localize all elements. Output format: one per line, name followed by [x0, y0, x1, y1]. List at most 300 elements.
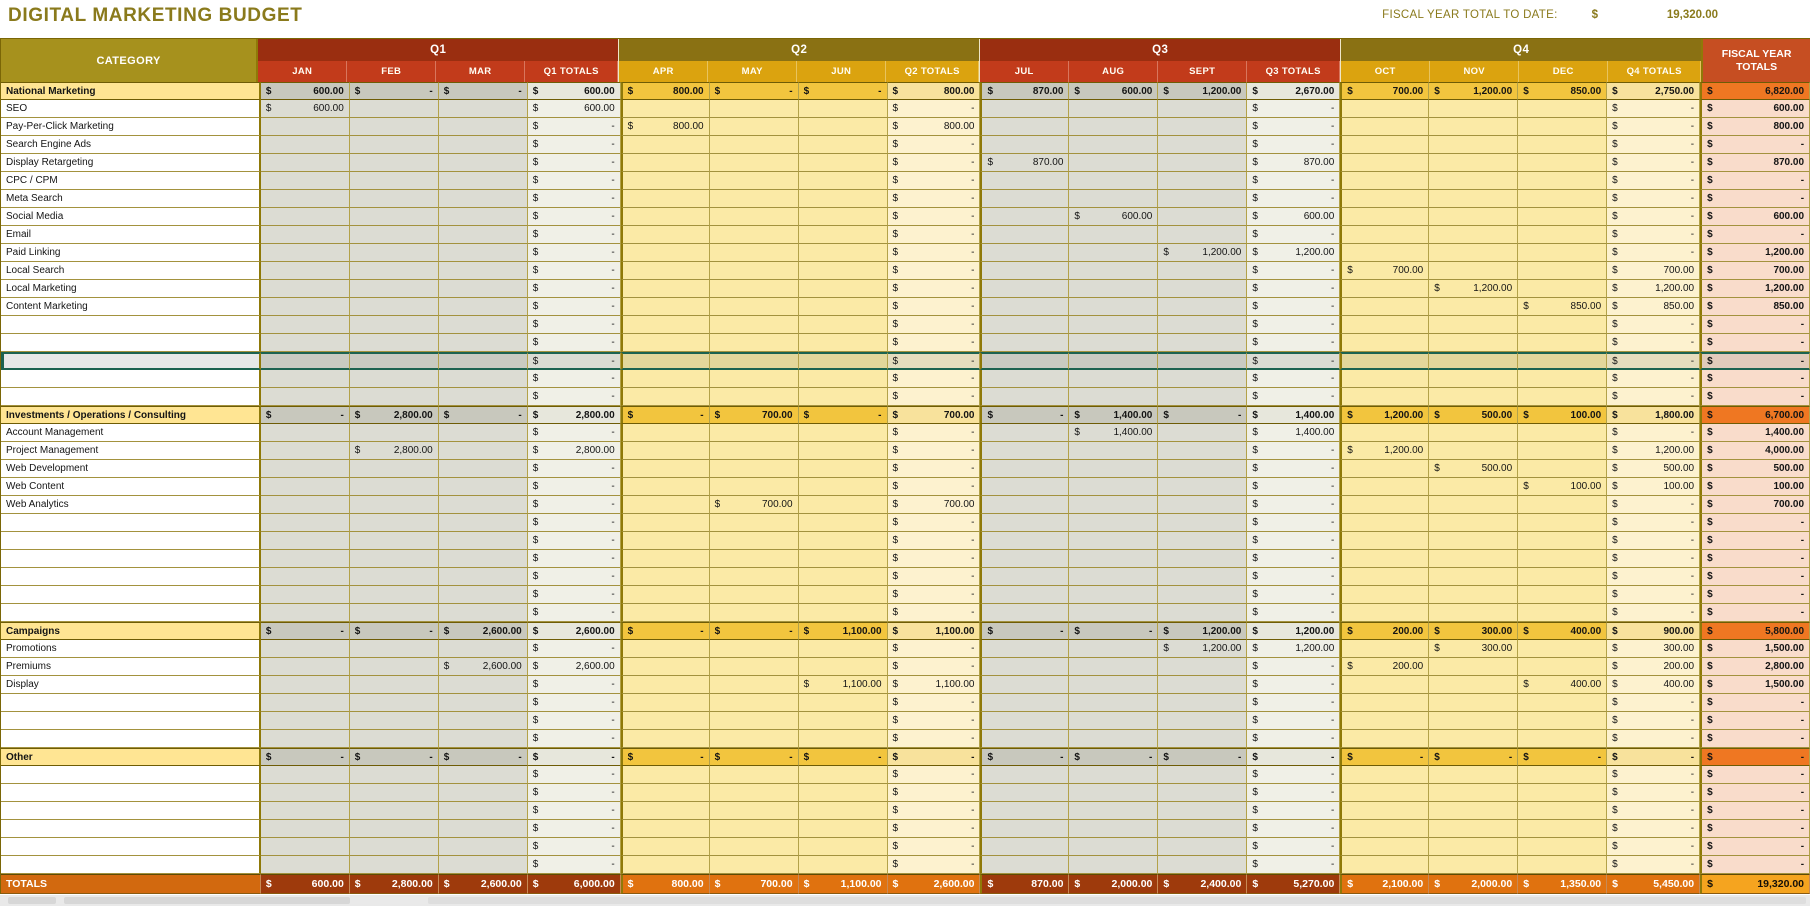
cell-jul[interactable] — [980, 784, 1069, 802]
cell-q2-totals[interactable]: $ 800.00 — [888, 118, 981, 136]
cell-aug[interactable] — [1069, 730, 1158, 748]
cell-dec[interactable] — [1518, 532, 1607, 550]
cell-q3-totals[interactable]: $ - — [1247, 586, 1340, 604]
cell-dec[interactable]: $ 100.00 — [1518, 406, 1607, 424]
cell-q3-totals[interactable]: $ 1,400.00 — [1247, 406, 1340, 424]
cell-apr[interactable] — [621, 802, 710, 820]
cell-q3-totals[interactable]: $ - — [1247, 820, 1340, 838]
cell-dec[interactable] — [1518, 172, 1607, 190]
cell-jun[interactable] — [799, 298, 888, 316]
scrollbar-fragment[interactable] — [64, 897, 350, 904]
cell-q2-totals[interactable]: $ - — [888, 208, 981, 226]
cell-oct[interactable] — [1340, 640, 1429, 658]
cell-jul[interactable] — [980, 802, 1069, 820]
cell-may[interactable] — [710, 334, 799, 352]
cell-dec[interactable] — [1518, 442, 1607, 460]
cell-q3-totals[interactable]: $ - — [1247, 838, 1340, 856]
cell-q3-totals[interactable]: $ 1,200.00 — [1247, 640, 1340, 658]
cell-aug[interactable] — [1069, 766, 1158, 784]
cell-dec[interactable]: $ 400.00 — [1518, 622, 1607, 640]
cell-jun[interactable] — [799, 568, 888, 586]
cell-dec[interactable] — [1518, 316, 1607, 334]
cell-apr[interactable] — [621, 730, 710, 748]
cell-feb[interactable] — [350, 154, 439, 172]
cell-category[interactable]: SEO — [1, 100, 261, 118]
cell-nov[interactable] — [1429, 100, 1518, 118]
column-header-jul[interactable]: JUL — [980, 61, 1069, 82]
cell-may[interactable] — [710, 676, 799, 694]
cell-aug[interactable] — [1069, 838, 1158, 856]
cell-q2-totals[interactable]: $ - — [888, 388, 981, 406]
cell-q1-totals[interactable]: $ - — [528, 640, 621, 658]
cell-oct[interactable] — [1340, 730, 1429, 748]
cell-q1-totals[interactable]: $ - — [528, 748, 621, 766]
cell-feb[interactable] — [350, 136, 439, 154]
column-header-jun[interactable]: JUN — [797, 61, 886, 82]
cell-category[interactable]: TOTALS — [1, 874, 261, 894]
cell-may[interactable] — [710, 514, 799, 532]
cell-nov[interactable] — [1429, 316, 1518, 334]
cell-sept[interactable] — [1158, 586, 1247, 604]
cell-category[interactable]: Paid Linking — [1, 244, 261, 262]
cell-sept[interactable] — [1158, 370, 1247, 388]
cell-oct[interactable] — [1340, 766, 1429, 784]
cell-jan[interactable]: $ 600.00 — [261, 874, 350, 894]
cell-dec[interactable] — [1518, 766, 1607, 784]
cell-oct[interactable]: $ 700.00 — [1340, 82, 1429, 100]
cell-oct[interactable] — [1340, 712, 1429, 730]
cell-q1-totals[interactable]: $ - — [528, 478, 621, 496]
cell-jul[interactable] — [980, 514, 1069, 532]
cell-fiscal-year[interactable]: $ 1,500.00 — [1700, 676, 1810, 694]
cell-category[interactable] — [1, 568, 261, 586]
cell-jun[interactable] — [799, 172, 888, 190]
cell-may[interactable] — [710, 136, 799, 154]
cell-q3-totals[interactable]: $ - — [1247, 460, 1340, 478]
cell-dec[interactable] — [1518, 712, 1607, 730]
cell-category[interactable] — [1, 766, 261, 784]
cell-nov[interactable] — [1429, 154, 1518, 172]
cell-q4-totals[interactable]: $ 900.00 — [1607, 622, 1700, 640]
cell-q2-totals[interactable]: $ - — [888, 154, 981, 172]
cell-oct[interactable]: $ 1,200.00 — [1340, 406, 1429, 424]
cell-feb[interactable] — [350, 244, 439, 262]
cell-oct[interactable]: $ 200.00 — [1340, 622, 1429, 640]
cell-may[interactable] — [710, 730, 799, 748]
cell-jun[interactable] — [799, 460, 888, 478]
cell-feb[interactable] — [350, 514, 439, 532]
cell-mar[interactable] — [439, 334, 528, 352]
cell-fiscal-year[interactable]: $ - — [1700, 784, 1810, 802]
cell-q2-totals[interactable]: $ - — [888, 820, 981, 838]
column-header-sept[interactable]: SEPT — [1158, 61, 1247, 82]
cell-q2-totals[interactable]: $ 700.00 — [888, 496, 981, 514]
cell-q4-totals[interactable]: $ - — [1607, 136, 1700, 154]
cell-q3-totals[interactable]: $ - — [1247, 568, 1340, 586]
cell-q4-totals[interactable]: $ 1,800.00 — [1607, 406, 1700, 424]
cell-dec[interactable] — [1518, 586, 1607, 604]
cell-nov[interactable] — [1429, 820, 1518, 838]
cell-jul[interactable] — [980, 262, 1069, 280]
cell-nov[interactable] — [1429, 424, 1518, 442]
quarter-band-q4[interactable]: Q4 — [1341, 39, 1701, 61]
cell-mar[interactable] — [439, 856, 528, 874]
cell-may[interactable] — [710, 856, 799, 874]
cell-jan[interactable] — [261, 568, 350, 586]
cell-oct[interactable] — [1340, 784, 1429, 802]
cell-fiscal-year[interactable]: $ 2,800.00 — [1700, 658, 1810, 676]
cell-q3-totals[interactable]: $ - — [1247, 172, 1340, 190]
cell-mar[interactable]: $ 2,600.00 — [439, 622, 528, 640]
cell-q1-totals[interactable]: $ - — [528, 298, 621, 316]
cell-aug[interactable]: $ 1,400.00 — [1069, 406, 1158, 424]
column-header-apr[interactable]: APR — [619, 61, 708, 82]
cell-mar[interactable] — [439, 730, 528, 748]
column-header-dec[interactable]: DEC — [1519, 61, 1608, 82]
cell-dec[interactable]: $ 400.00 — [1518, 676, 1607, 694]
cell-aug[interactable]: $ - — [1069, 622, 1158, 640]
cell-jan[interactable]: $ 600.00 — [261, 100, 350, 118]
cell-aug[interactable] — [1069, 856, 1158, 874]
cell-dec[interactable] — [1518, 352, 1607, 370]
cell-nov[interactable] — [1429, 262, 1518, 280]
cell-may[interactable] — [710, 370, 799, 388]
cell-jun[interactable] — [799, 226, 888, 244]
cell-category[interactable]: Content Marketing — [1, 298, 261, 316]
cell-q3-totals[interactable]: $ - — [1247, 388, 1340, 406]
cell-feb[interactable] — [350, 784, 439, 802]
cell-feb[interactable] — [350, 550, 439, 568]
cell-oct[interactable] — [1340, 100, 1429, 118]
cell-category[interactable] — [1, 802, 261, 820]
cell-may[interactable] — [710, 118, 799, 136]
cell-jul[interactable] — [980, 280, 1069, 298]
cell-jan[interactable] — [261, 532, 350, 550]
column-header-aug[interactable]: AUG — [1069, 61, 1158, 82]
cell-jul[interactable] — [980, 856, 1069, 874]
cell-may[interactable] — [710, 442, 799, 460]
column-header-oct[interactable]: OCT — [1341, 61, 1430, 82]
cell-fiscal-year[interactable]: $ - — [1700, 316, 1810, 334]
cell-jan[interactable]: $ 600.00 — [261, 82, 350, 100]
cell-fiscal-year[interactable]: $ 700.00 — [1700, 496, 1810, 514]
cell-apr[interactable] — [621, 784, 710, 802]
cell-feb[interactable] — [350, 532, 439, 550]
cell-nov[interactable] — [1429, 712, 1518, 730]
cell-category[interactable]: Search Engine Ads — [1, 136, 261, 154]
cell-jun[interactable] — [799, 586, 888, 604]
cell-nov[interactable] — [1429, 658, 1518, 676]
quarter-band-q2[interactable]: Q2 — [619, 39, 979, 61]
cell-nov[interactable] — [1429, 298, 1518, 316]
cell-q2-totals[interactable]: $ - — [888, 352, 981, 370]
cell-jul[interactable] — [980, 460, 1069, 478]
scrollbar-fragment[interactable] — [8, 897, 56, 904]
cell-may[interactable] — [710, 280, 799, 298]
column-header-feb[interactable]: FEB — [347, 61, 436, 82]
cell-aug[interactable]: $ 600.00 — [1069, 208, 1158, 226]
cell-aug[interactable] — [1069, 280, 1158, 298]
cell-jan[interactable] — [261, 244, 350, 262]
cell-jun[interactable] — [799, 766, 888, 784]
cell-q3-totals[interactable]: $ - — [1247, 532, 1340, 550]
cell-q4-totals[interactable]: $ - — [1607, 208, 1700, 226]
column-header-jan[interactable]: JAN — [258, 61, 347, 82]
cell-may[interactable] — [710, 784, 799, 802]
cell-aug[interactable] — [1069, 352, 1158, 370]
cell-jun[interactable] — [799, 532, 888, 550]
cell-oct[interactable] — [1340, 154, 1429, 172]
cell-dec[interactable] — [1518, 100, 1607, 118]
cell-q1-totals[interactable]: $ - — [528, 424, 621, 442]
cell-dec[interactable]: $ - — [1518, 748, 1607, 766]
cell-oct[interactable] — [1340, 172, 1429, 190]
cell-may[interactable] — [710, 658, 799, 676]
cell-oct[interactable]: $ 200.00 — [1340, 658, 1429, 676]
cell-jan[interactable] — [261, 712, 350, 730]
cell-jan[interactable] — [261, 856, 350, 874]
cell-q4-totals[interactable]: $ - — [1607, 802, 1700, 820]
cell-q4-totals[interactable]: $ 500.00 — [1607, 460, 1700, 478]
column-header-q3-totals[interactable]: Q3 TOTALS — [1247, 61, 1340, 82]
cell-aug[interactable]: $ 600.00 — [1069, 82, 1158, 100]
cell-sept[interactable]: $ - — [1158, 748, 1247, 766]
cell-aug[interactable] — [1069, 244, 1158, 262]
cell-may[interactable] — [710, 604, 799, 622]
cell-aug[interactable] — [1069, 172, 1158, 190]
cell-apr[interactable] — [621, 244, 710, 262]
cell-feb[interactable] — [350, 424, 439, 442]
cell-jul[interactable] — [980, 568, 1069, 586]
cell-oct[interactable] — [1340, 586, 1429, 604]
cell-q4-totals[interactable]: $ 200.00 — [1607, 658, 1700, 676]
cell-aug[interactable] — [1069, 154, 1158, 172]
cell-oct[interactable] — [1340, 604, 1429, 622]
cell-q3-totals[interactable]: $ - — [1247, 316, 1340, 334]
cell-jan[interactable] — [261, 658, 350, 676]
cell-q2-totals[interactable]: $ - — [888, 334, 981, 352]
cell-q4-totals[interactable]: $ 700.00 — [1607, 262, 1700, 280]
cell-q3-totals[interactable]: $ - — [1247, 766, 1340, 784]
cell-q4-totals[interactable]: $ 400.00 — [1607, 676, 1700, 694]
cell-feb[interactable]: $ 2,800.00 — [350, 874, 439, 894]
cell-dec[interactable] — [1518, 658, 1607, 676]
cell-nov[interactable] — [1429, 676, 1518, 694]
cell-nov[interactable] — [1429, 370, 1518, 388]
cell-aug[interactable] — [1069, 640, 1158, 658]
cell-apr[interactable]: $ 800.00 — [621, 82, 710, 100]
cell-aug[interactable]: $ 1,400.00 — [1069, 424, 1158, 442]
cell-apr[interactable]: $ 800.00 — [621, 118, 710, 136]
cell-jun[interactable] — [799, 280, 888, 298]
cell-q4-totals[interactable]: $ - — [1607, 370, 1700, 388]
cell-sept[interactable] — [1158, 208, 1247, 226]
cell-fiscal-year[interactable]: $ 700.00 — [1700, 262, 1810, 280]
cell-jan[interactable] — [261, 136, 350, 154]
cell-oct[interactable] — [1340, 460, 1429, 478]
cell-nov[interactable] — [1429, 478, 1518, 496]
cell-q4-totals[interactable]: $ - — [1607, 514, 1700, 532]
cell-q4-totals[interactable]: $ 5,450.00 — [1607, 874, 1700, 894]
cell-mar[interactable] — [439, 640, 528, 658]
quarter-band-q3[interactable]: Q3 — [980, 39, 1340, 61]
cell-may[interactable] — [710, 316, 799, 334]
cell-apr[interactable] — [621, 172, 710, 190]
cell-q4-totals[interactable]: $ - — [1607, 154, 1700, 172]
cell-fiscal-year[interactable]: $ 1,500.00 — [1700, 640, 1810, 658]
cell-category[interactable] — [1, 532, 261, 550]
cell-nov[interactable] — [1429, 766, 1518, 784]
cell-nov[interactable] — [1429, 856, 1518, 874]
cell-feb[interactable] — [350, 118, 439, 136]
cell-fiscal-year[interactable]: $ 1,400.00 — [1700, 424, 1810, 442]
cell-jul[interactable] — [980, 550, 1069, 568]
cell-jan[interactable] — [261, 154, 350, 172]
cell-q2-totals[interactable]: $ - — [888, 226, 981, 244]
cell-aug[interactable] — [1069, 442, 1158, 460]
cell-mar[interactable]: $ - — [439, 748, 528, 766]
cell-q4-totals[interactable]: $ - — [1607, 604, 1700, 622]
cell-feb[interactable] — [350, 694, 439, 712]
cell-category[interactable]: Display — [1, 676, 261, 694]
cell-q4-totals[interactable]: $ - — [1607, 334, 1700, 352]
cell-category[interactable]: Other — [1, 748, 261, 766]
cell-apr[interactable] — [621, 388, 710, 406]
cell-jun[interactable] — [799, 190, 888, 208]
cell-nov[interactable] — [1429, 208, 1518, 226]
cell-fiscal-year[interactable]: $ - — [1700, 550, 1810, 568]
cell-apr[interactable] — [621, 100, 710, 118]
cell-jul[interactable] — [980, 370, 1069, 388]
cell-q1-totals[interactable]: $ - — [528, 604, 621, 622]
cell-aug[interactable] — [1069, 532, 1158, 550]
cell-jul[interactable]: $ 870.00 — [980, 154, 1069, 172]
cell-fiscal-year[interactable]: $ - — [1700, 802, 1810, 820]
cell-q4-totals[interactable]: $ - — [1607, 424, 1700, 442]
cell-aug[interactable] — [1069, 676, 1158, 694]
cell-q2-totals[interactable]: $ - — [888, 424, 981, 442]
cell-q4-totals[interactable]: $ 850.00 — [1607, 298, 1700, 316]
cell-jan[interactable] — [261, 640, 350, 658]
cell-category[interactable]: Investments / Operations / Consulting — [1, 406, 261, 424]
cell-sept[interactable] — [1158, 226, 1247, 244]
cell-jul[interactable] — [980, 316, 1069, 334]
cell-q3-totals[interactable]: $ - — [1247, 550, 1340, 568]
cell-q1-totals[interactable]: $ - — [528, 784, 621, 802]
cell-jan[interactable] — [261, 730, 350, 748]
cell-q2-totals[interactable]: $ - — [888, 748, 981, 766]
cell-mar[interactable] — [439, 298, 528, 316]
cell-q2-totals[interactable]: $ - — [888, 262, 981, 280]
cell-category[interactable] — [1, 316, 261, 334]
cell-q3-totals[interactable]: $ - — [1247, 334, 1340, 352]
cell-mar[interactable]: $ 2,600.00 — [439, 658, 528, 676]
cell-dec[interactable] — [1518, 802, 1607, 820]
cell-jan[interactable] — [261, 694, 350, 712]
cell-may[interactable]: $ 700.00 — [710, 874, 799, 894]
cell-jan[interactable]: $ - — [261, 748, 350, 766]
cell-q1-totals[interactable]: $ - — [528, 676, 621, 694]
cell-oct[interactable] — [1340, 838, 1429, 856]
cell-q4-totals[interactable]: $ - — [1607, 730, 1700, 748]
cell-sept[interactable] — [1158, 424, 1247, 442]
cell-nov[interactable] — [1429, 730, 1518, 748]
cell-q4-totals[interactable]: $ - — [1607, 586, 1700, 604]
cell-q3-totals[interactable]: $ - — [1247, 784, 1340, 802]
column-header-q1-totals[interactable]: Q1 TOTALS — [525, 61, 618, 82]
cell-q3-totals[interactable]: $ 5,270.00 — [1247, 874, 1340, 894]
cell-dec[interactable] — [1518, 838, 1607, 856]
cell-jun[interactable] — [799, 640, 888, 658]
cell-apr[interactable]: $ - — [621, 622, 710, 640]
cell-jan[interactable] — [261, 334, 350, 352]
cell-dec[interactable] — [1518, 820, 1607, 838]
cell-jun[interactable]: $ - — [799, 406, 888, 424]
cell-category[interactable]: Web Analytics — [1, 496, 261, 514]
cell-q4-totals[interactable]: $ - — [1607, 856, 1700, 874]
cell-aug[interactable] — [1069, 100, 1158, 118]
cell-nov[interactable] — [1429, 172, 1518, 190]
cell-category[interactable]: CPC / CPM — [1, 172, 261, 190]
cell-q4-totals[interactable]: $ - — [1607, 784, 1700, 802]
cell-may[interactable] — [710, 172, 799, 190]
cell-jan[interactable] — [261, 676, 350, 694]
quarter-band-q1[interactable]: Q1 — [258, 39, 618, 61]
cell-jun[interactable] — [799, 352, 888, 370]
cell-jun[interactable] — [799, 496, 888, 514]
cell-oct[interactable] — [1340, 820, 1429, 838]
cell-dec[interactable] — [1518, 190, 1607, 208]
cell-may[interactable] — [710, 712, 799, 730]
cell-q1-totals[interactable]: $ - — [528, 154, 621, 172]
cell-sept[interactable]: $ 2,400.00 — [1158, 874, 1247, 894]
cell-sept[interactable]: $ - — [1158, 406, 1247, 424]
cell-jul[interactable] — [980, 442, 1069, 460]
cell-fiscal-year[interactable]: $ 5,800.00 — [1700, 622, 1810, 640]
cell-jul[interactable]: $ - — [980, 406, 1069, 424]
cell-category[interactable] — [1, 694, 261, 712]
cell-q1-totals[interactable]: $ - — [528, 820, 621, 838]
cell-q4-totals[interactable]: $ 1,200.00 — [1607, 280, 1700, 298]
cell-sept[interactable] — [1158, 604, 1247, 622]
cell-jan[interactable]: $ - — [261, 406, 350, 424]
cell-nov[interactable]: $ 1,200.00 — [1429, 280, 1518, 298]
cell-jan[interactable] — [261, 424, 350, 442]
cell-nov[interactable] — [1429, 226, 1518, 244]
cell-category[interactable]: Display Retargeting — [1, 154, 261, 172]
cell-may[interactable] — [710, 694, 799, 712]
cell-aug[interactable] — [1069, 118, 1158, 136]
category-column-header[interactable]: CATEGORY — [1, 39, 258, 82]
cell-jul[interactable] — [980, 766, 1069, 784]
cell-q2-totals[interactable]: $ 800.00 — [888, 82, 981, 100]
cell-jun[interactable]: $ 1,100.00 — [799, 676, 888, 694]
cell-fiscal-year[interactable]: $ - — [1700, 532, 1810, 550]
cell-mar[interactable] — [439, 352, 528, 370]
cell-q1-totals[interactable]: $ - — [528, 370, 621, 388]
cell-q1-totals[interactable]: $ - — [528, 532, 621, 550]
cell-fiscal-year[interactable]: $ - — [1700, 172, 1810, 190]
cell-q3-totals[interactable]: $ - — [1247, 712, 1340, 730]
cell-q2-totals[interactable]: $ - — [888, 658, 981, 676]
cell-oct[interactable] — [1340, 856, 1429, 874]
cell-q4-totals[interactable]: $ - — [1607, 118, 1700, 136]
cell-apr[interactable] — [621, 658, 710, 676]
cell-q1-totals[interactable]: $ - — [528, 118, 621, 136]
cell-feb[interactable] — [350, 100, 439, 118]
cell-nov[interactable] — [1429, 838, 1518, 856]
cell-q2-totals[interactable]: $ 700.00 — [888, 406, 981, 424]
